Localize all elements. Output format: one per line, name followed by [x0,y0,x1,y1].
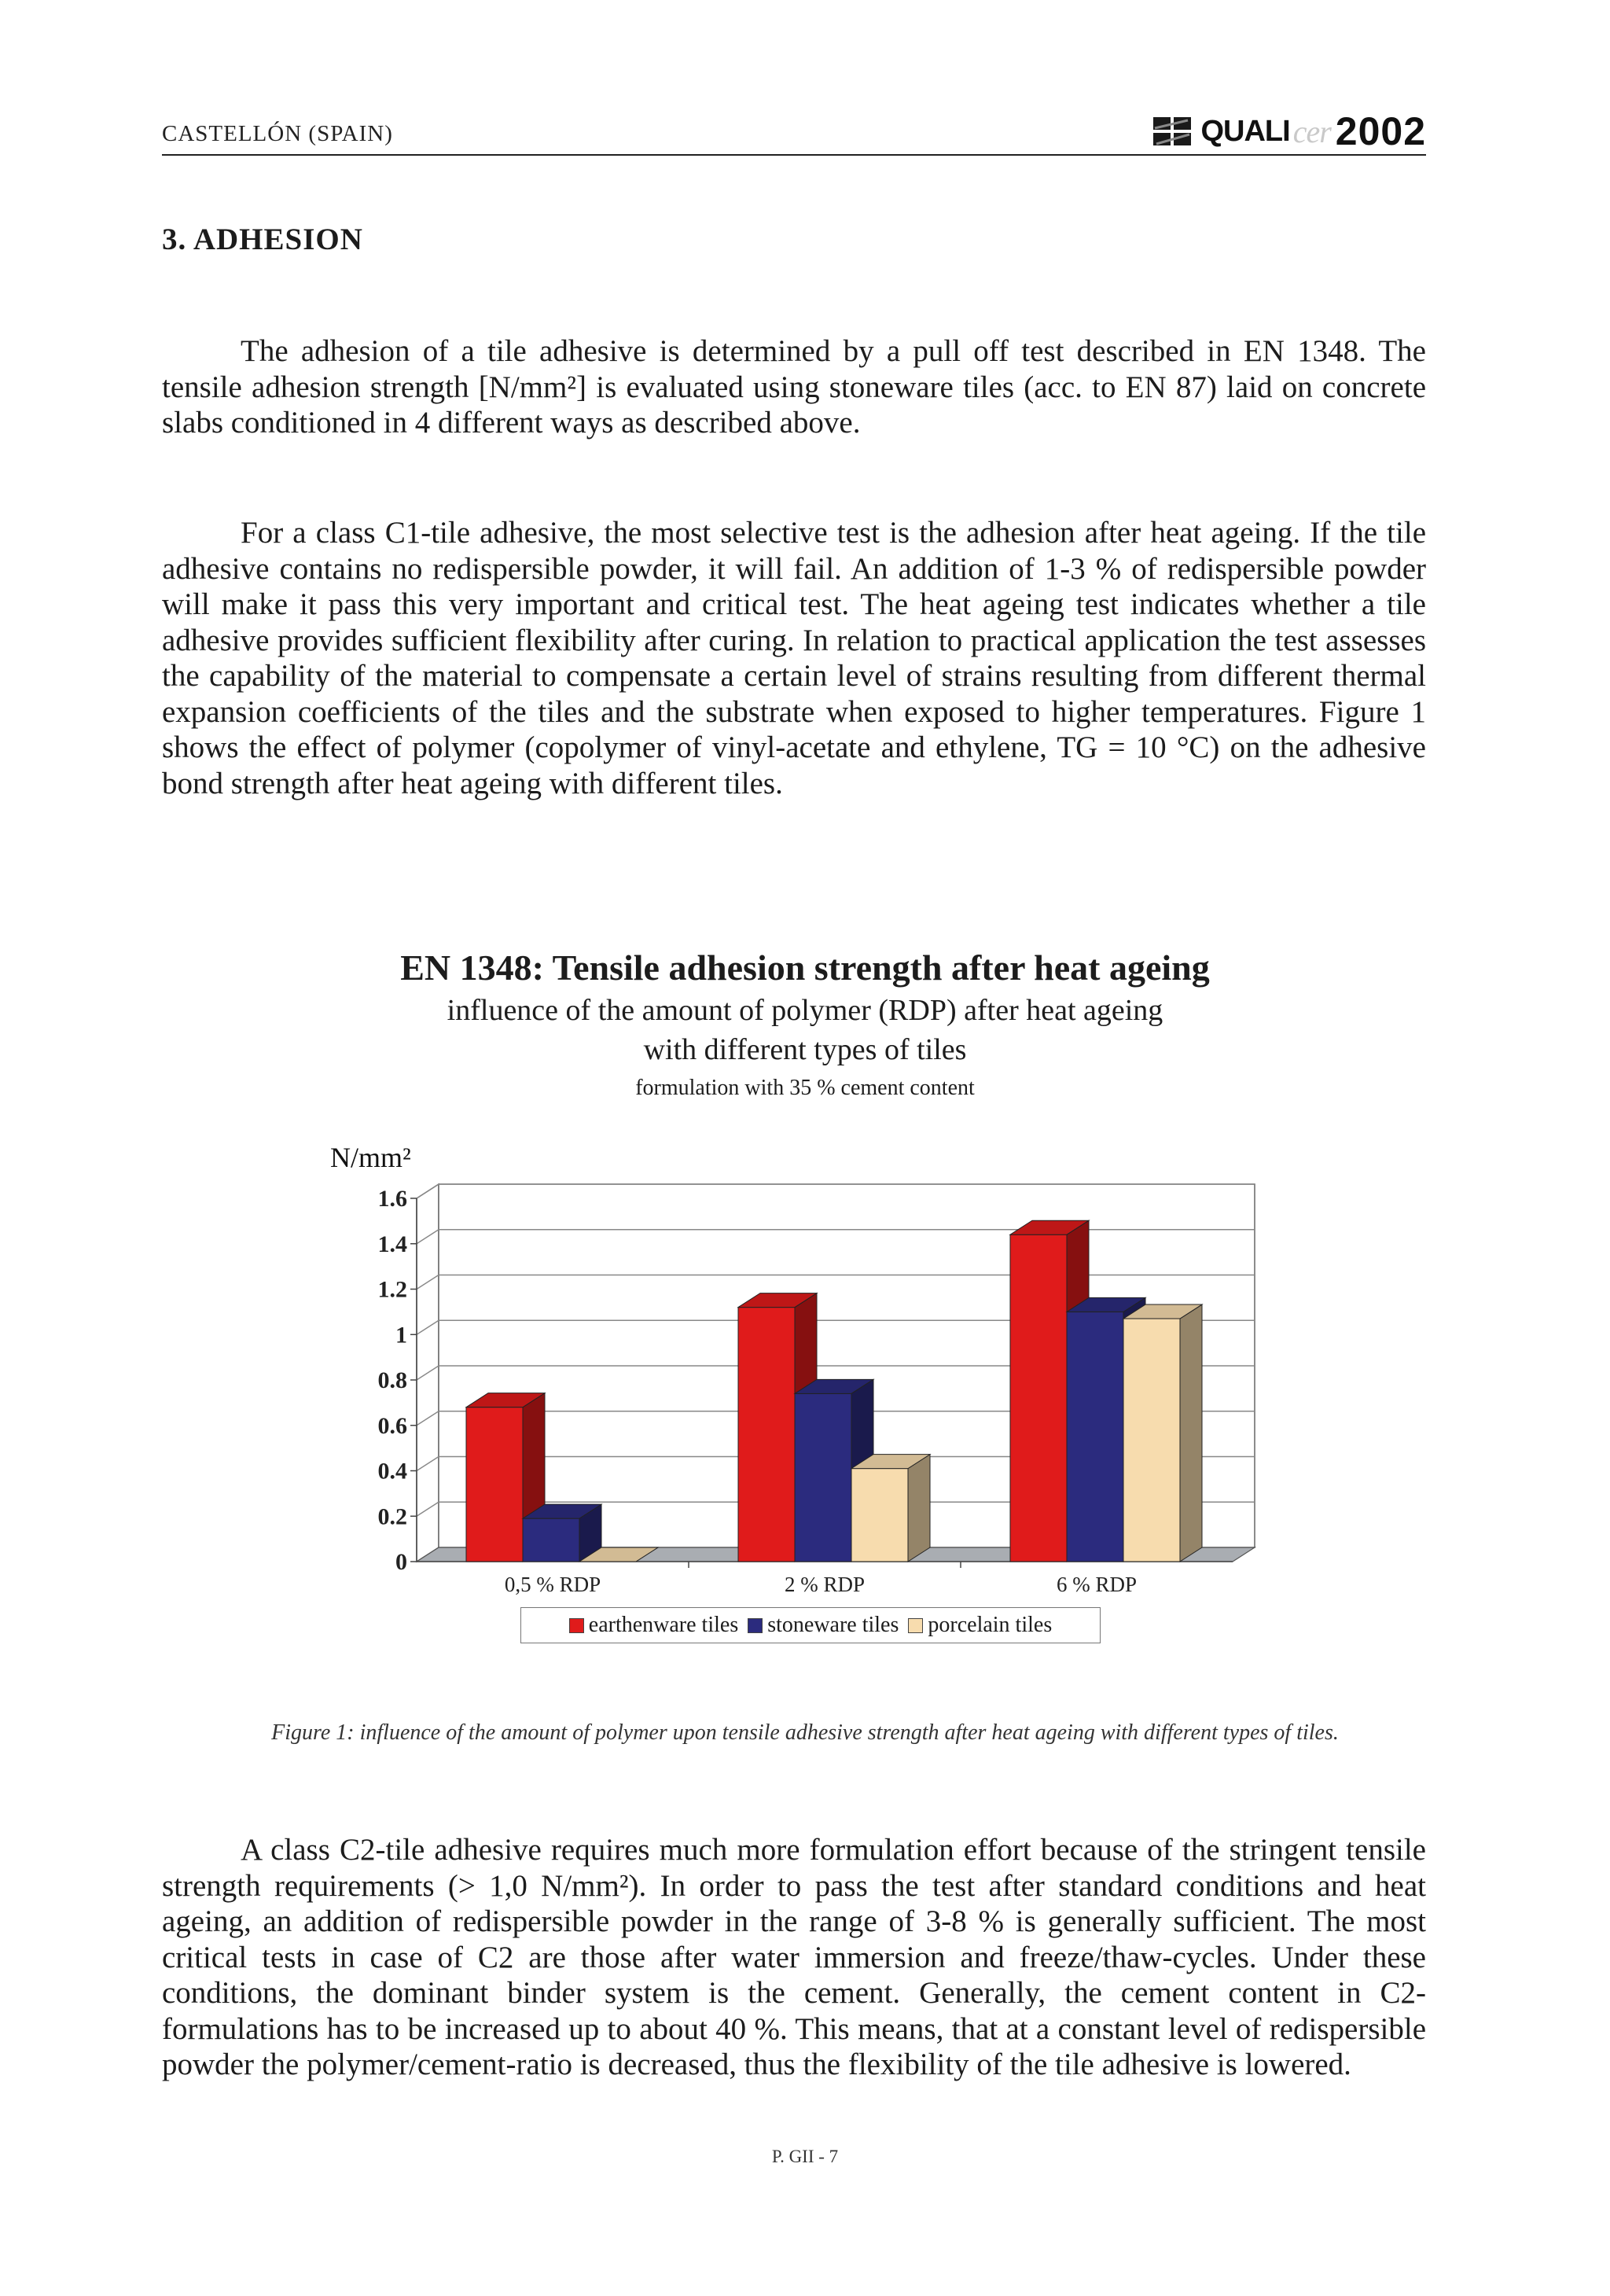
bar [851,1469,908,1562]
bar [466,1407,523,1562]
legend-swatch-stoneware [748,1618,763,1633]
y-tick-label: 1.4 [377,1231,407,1257]
bar [1123,1319,1180,1562]
y-tick-label: 1 [395,1322,407,1349]
legend-label-porcelain: porcelain tiles [928,1613,1053,1637]
x-tick-label: 6 % RDP [1056,1573,1138,1596]
x-tick-label: 0,5 % RDP [504,1573,601,1596]
chart-note: formulation with 35 % cement content [635,1076,975,1100]
y-tick-label: 0.6 [377,1412,407,1439]
x-tick-label: 2 % RDP [784,1573,866,1596]
legend-item-porcelain [908,1613,1052,1638]
figure-caption: Figure 1: influence of the amount of polymer upon tensile adhesive strength after heat ageing with different types of tiles. [271,1720,1339,1745]
bar [738,1308,795,1562]
legend-item-earthenware [569,1613,738,1638]
y-tick-label: 0.2 [377,1503,407,1530]
header-location: CASTELLÓN (SPAIN) [162,121,393,146]
section-title: 3. ADHESION [162,223,363,256]
logo-script: cer [1292,113,1331,149]
legend-swatch-earthenware [569,1618,584,1633]
legend-label-earthenware: earthenware tiles [588,1613,739,1637]
y-tick-label: 1.6 [377,1186,407,1212]
chart-title: EN 1348: Tensile adhesion strength after heat ageing [400,947,1210,988]
bar-side [908,1455,930,1562]
logo-text: QUALI [1200,114,1290,148]
y-tick-label: 0 [395,1549,407,1575]
y-tick-label: 1.2 [377,1276,407,1303]
page-number: P. GII - 7 [771,2147,839,2166]
bar-side [1180,1304,1202,1562]
paragraph-2: For a class C1-tile adhesive, the most selective test is the adhesion after heat ageing. If the tile adhesive contains no redispersible powder, it will fail. An addition of 1-3 % of redispersible powder will make it pass this very important and critical test. The heat ageing test indicates whether a tile adhesive provides sufficient flexibility after curing. In relation to practical application the test assesses the capability of the material to compensate a certain level of strains resulting from different thermal expansion coefficients of the tiles and the substrate when exposed to higher temperatures. Figure 1 shows the effect of polymer (copolymer of vinyl-acetate and ethylene, TG = 10 °C) on the adhesive bond strength after heat ageing with different tiles. [162,516,1426,800]
logo-year: 2002 [1335,109,1426,153]
bar [1067,1312,1123,1562]
chart-legend [520,1607,1101,1643]
chart-subtitle-line-1: influence of the amount of polymer (RDP) after heat ageing [447,994,1163,1027]
paragraph-3: A class C2-tile adhesive requires much more formulation effort because of the stringent tensile strength requirements (> 1,0 N/mm²). In order to pass the test after standard conditions and heat ageing, an addition of redispersible powder in the range of 3-8 % is generally sufficient. The most critical tests in case of C2 are those after water immersion and freeze/thaw-cycles. Under these conditions, the dominant binder system is the cement. Generally, the cement content in C2-formulations has to be increased up to about 40 %. This means, that at a constant level of redispersible powder the polymer/cement-ratio is decreased, thus the flexibility of the tile adhesive is lowered. [162,1833,1426,2081]
y-tick-label: 0.4 [377,1458,407,1485]
paragraph-1: The adhesion of a tile adhesive is determined by a pull off test described in EN 1348. The tensile adhesion strength [N/mm²] is evaluated using stoneware tiles (acc. to EN 87) laid on concrete slabs conditioned in 4 different ways as described above. [162,334,1426,440]
bar [795,1393,851,1562]
legend-item-stoneware [748,1613,899,1638]
y-tick-label: 0.8 [377,1367,407,1393]
legend-swatch-porcelain [908,1618,923,1633]
y-axis-unit-label: N/mm² [330,1142,411,1173]
bar [523,1518,579,1562]
bar [1010,1234,1067,1562]
chart-subtitle-line-2: with different types of tiles [643,1033,967,1066]
legend-label-stoneware: stoneware tiles [767,1613,899,1637]
